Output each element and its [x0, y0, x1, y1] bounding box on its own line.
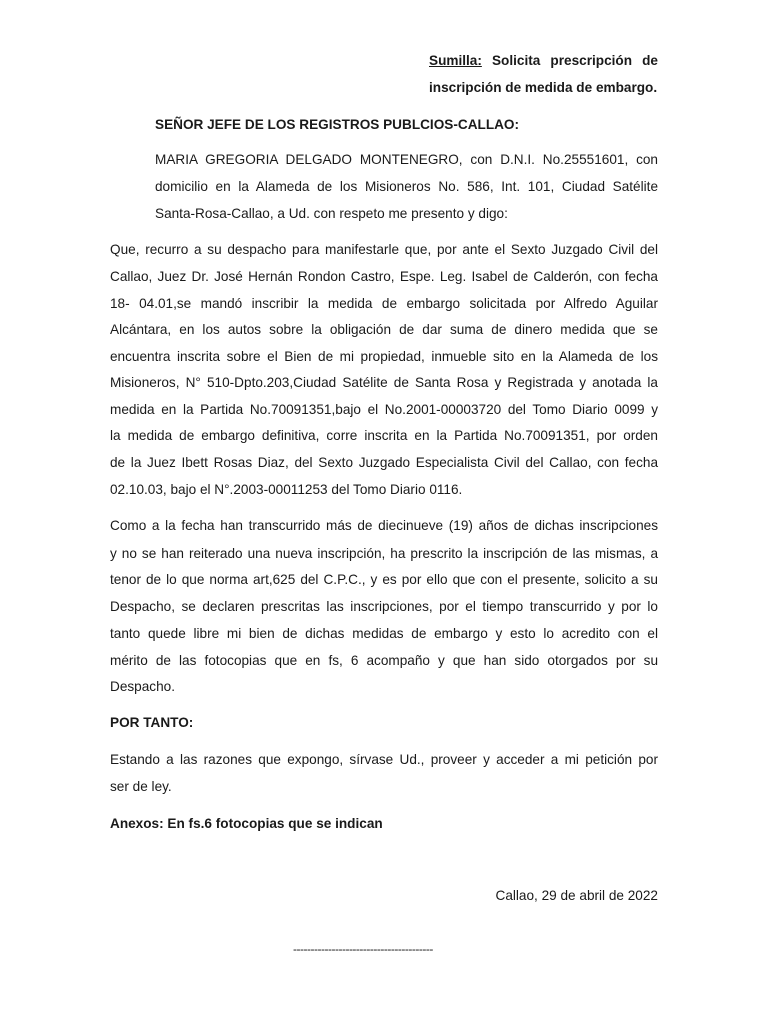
p1-line-8: la medida de embargo definitiva, corre inscrita en la Partida No.70091351, por orden [110, 428, 658, 443]
p1-line-9: de la Juez Ibett Rosas Diaz, del Sexto Juzgado Especialista Civil del Callao, con fecha [110, 455, 658, 470]
p1-line-1: Que, recurro a su despacho para manifestarle que, por ante el Sexto Juzgado Civil del [110, 242, 658, 257]
anexos-line: Anexos: En fs.6 fotocopias que se indican [110, 816, 383, 831]
por-tanto-heading: POR TANTO: [110, 715, 194, 730]
addressee-heading: SEÑOR JEFE DE LOS REGISTROS PUBLCIOS-CALLAO: [155, 117, 520, 132]
p2-line-7: Despacho. [110, 679, 175, 694]
intro-line-3: Santa-Rosa-Callao, a Ud. con respeto me presento y digo: [155, 206, 508, 221]
p2-line-1: Como a la fecha han transcurrido más de diecinueve (19) años de dichas inscripciones [110, 518, 658, 533]
p2-line-2: y no se han reiterado una nueva inscripción, ha prescrito la inscripción de las mismas, a [110, 546, 658, 561]
p2-line-6: mérito de las fotocopias que en fs, 6 acompaño y que han sido otorgados por su [110, 653, 658, 668]
sumilla-text-1: Solicita prescripción de [491, 53, 658, 68]
sumilla-text-2: inscripción de medida de embargo. [429, 80, 658, 95]
signature-line: ---------------------------------------- [293, 942, 433, 956]
p1-line-4: Alcántara, en los autos sobre la obligación de dar suma de dinero medida que se [110, 322, 658, 337]
p2-line-5: tanto quede libre mi bien de dichas medidas de embargo y esto lo acredito con el [110, 626, 658, 641]
p1-line-6: Misioneros, N° 510-Dpto.203,Ciudad Satélite de Santa Rosa y Registrada y anotada la [110, 375, 658, 390]
sumilla-label: Sumilla: [429, 53, 482, 68]
sumilla-line-1 [429, 52, 658, 70]
date-line: Callao, 29 de abril de 2022 [495, 888, 658, 903]
p1-line-7: medida en la Partida No.70091351,bajo el No.2001-00003720 del Tomo Diario 0099 y [110, 402, 658, 417]
p1-line-2: Callao, Juez Dr. José Hernán Rondon Castro, Espe. Leg. Isabel de Calderón, con fecha [110, 269, 658, 284]
intro-line-1: MARIA GREGORIA DELGADO MONTENEGRO, con D.N.I. No.25551601, con [155, 152, 658, 167]
p3-line-1: Estando a las razones que expongo, sírvase Ud., proveer y acceder a mi petición por [110, 752, 658, 767]
p1-line-10: 02.10.03, bajo el N°.2003-00011253 del Tomo Diario 0116. [110, 482, 463, 497]
p3-line-2: ser de ley. [110, 779, 172, 794]
intro-line-2: domicilio en la Alameda de los Misioneros No. 586, Int. 101, Ciudad Satélite [155, 179, 658, 194]
p2-line-4: Despacho, se declaren prescritas las inscripciones, por el tiempo transcurrido y por lo [110, 599, 658, 614]
p1-line-5: encuentra inscrita sobre el Bien de mi propiedad, inmueble sito en la Alameda de los [110, 349, 658, 364]
p1-line-3: 18- 04.01,se mandó inscribir la medida de embargo solicitada por Alfredo Aguilar [110, 296, 658, 311]
p2-line-3: tenor de lo que norma art,625 del C.P.C., y es por ello que con el presente, solicito a su [110, 572, 658, 587]
